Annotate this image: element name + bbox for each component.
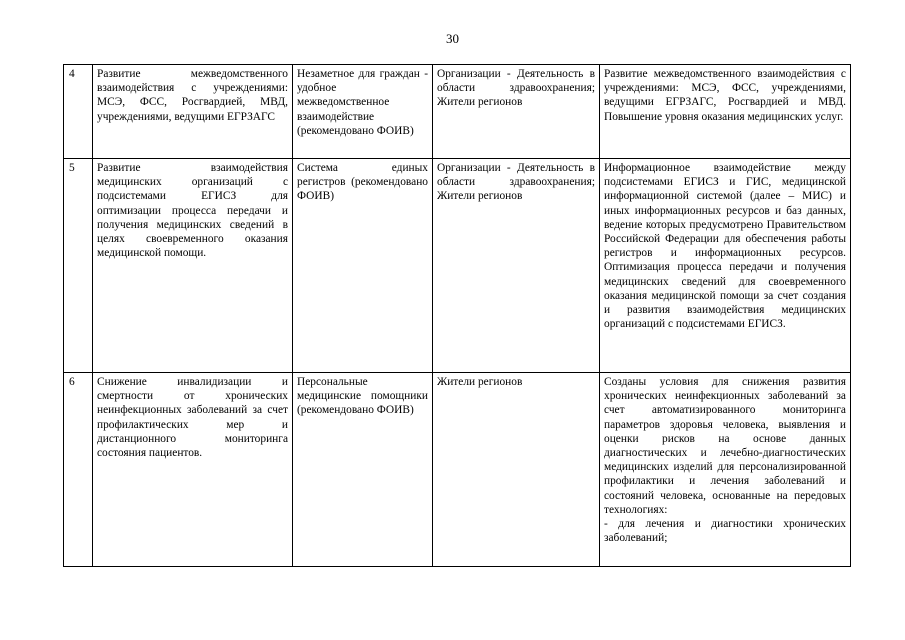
measure-result: Развитие межведомственного взаимодействия с учреждениями: МСЭ, ФСС, учреждениями, ведущими ЕГРЗАГС, Росгвардией и МВД. Повышение уровня оказания медицинских услуг. [600,65,851,159]
measure-name: Снижение инвалидизации и смертности от хронических неинфекционных заболеваний за счет профилактических мер и дистанционного мониторинга состояния пациентов. [93,373,293,567]
table-row [64,159,851,373]
measure-mechanism: Система единых регистров (рекомендовано ФОИВ) [293,159,433,373]
page-number: 30 [446,31,459,46]
measure-participants: Организации - Деятельность в области здравоохранения; Жители регионов [433,159,600,373]
measure-name: Развитие межведомственного взаимодействия с учреждениями: МСЭ, ФСС, Росгвардией, МВД, учреждениями, ведущими ЕГРЗАГС [93,65,293,159]
measure-result: Созданы условия для снижения развития хронических неинфекционных заболеваний за счет автоматизированного мониторинга параметров здоровья человека, выявления и оценки рисков на основе данных диагностических и лечебно-диагностических медицинских изделий для персонализированной профилактики и лечения заболеваний и состояний человека, основанные на передовых технологиях: - для лечения и диагностики хронических заболеваний; [600,373,851,567]
measure-participants: Организации - Деятельность в области здравоохранения; Жители регионов [433,65,600,159]
measure-mechanism: Незаметное для граждан - удобное межведомственное взаимодействие (рекомендовано ФОИВ) [293,65,433,159]
measure-name: Развитие взаимодействия медицинских организаций с подсистемами ЕГИСЗ для оптимизации процесса передачи и получения медицинских сведений в целях своевременного оказания медицинской помощи. [93,159,293,373]
table-row [64,65,851,159]
table-row [64,373,851,567]
measure-result: Информационное взаимодействие между подсистемами ЕГИСЗ и ГИС, медицинской информационной системой (далее – МИС) и иных информационных ресурсов и баз данных, ведение которых предусмотрено Правительством Российской Федерации для обеспечения работы регистров и информационных ресурсов. Оптимизация процесса передачи и получения медицинских сведений для своевременного оказания медицинской помощи за счет создания и развития взаимодействия медицинских организаций с подсистемами ЕГИСЗ. [600,159,851,373]
measure-participants: Жители регионов [433,373,600,567]
row-number: 4 [64,65,93,159]
row-number: 6 [64,373,93,567]
measures-table [63,64,851,567]
measure-mechanism: Персональные медицинские помощники (рекомендовано ФОИВ) [293,373,433,567]
row-number: 5 [64,159,93,373]
